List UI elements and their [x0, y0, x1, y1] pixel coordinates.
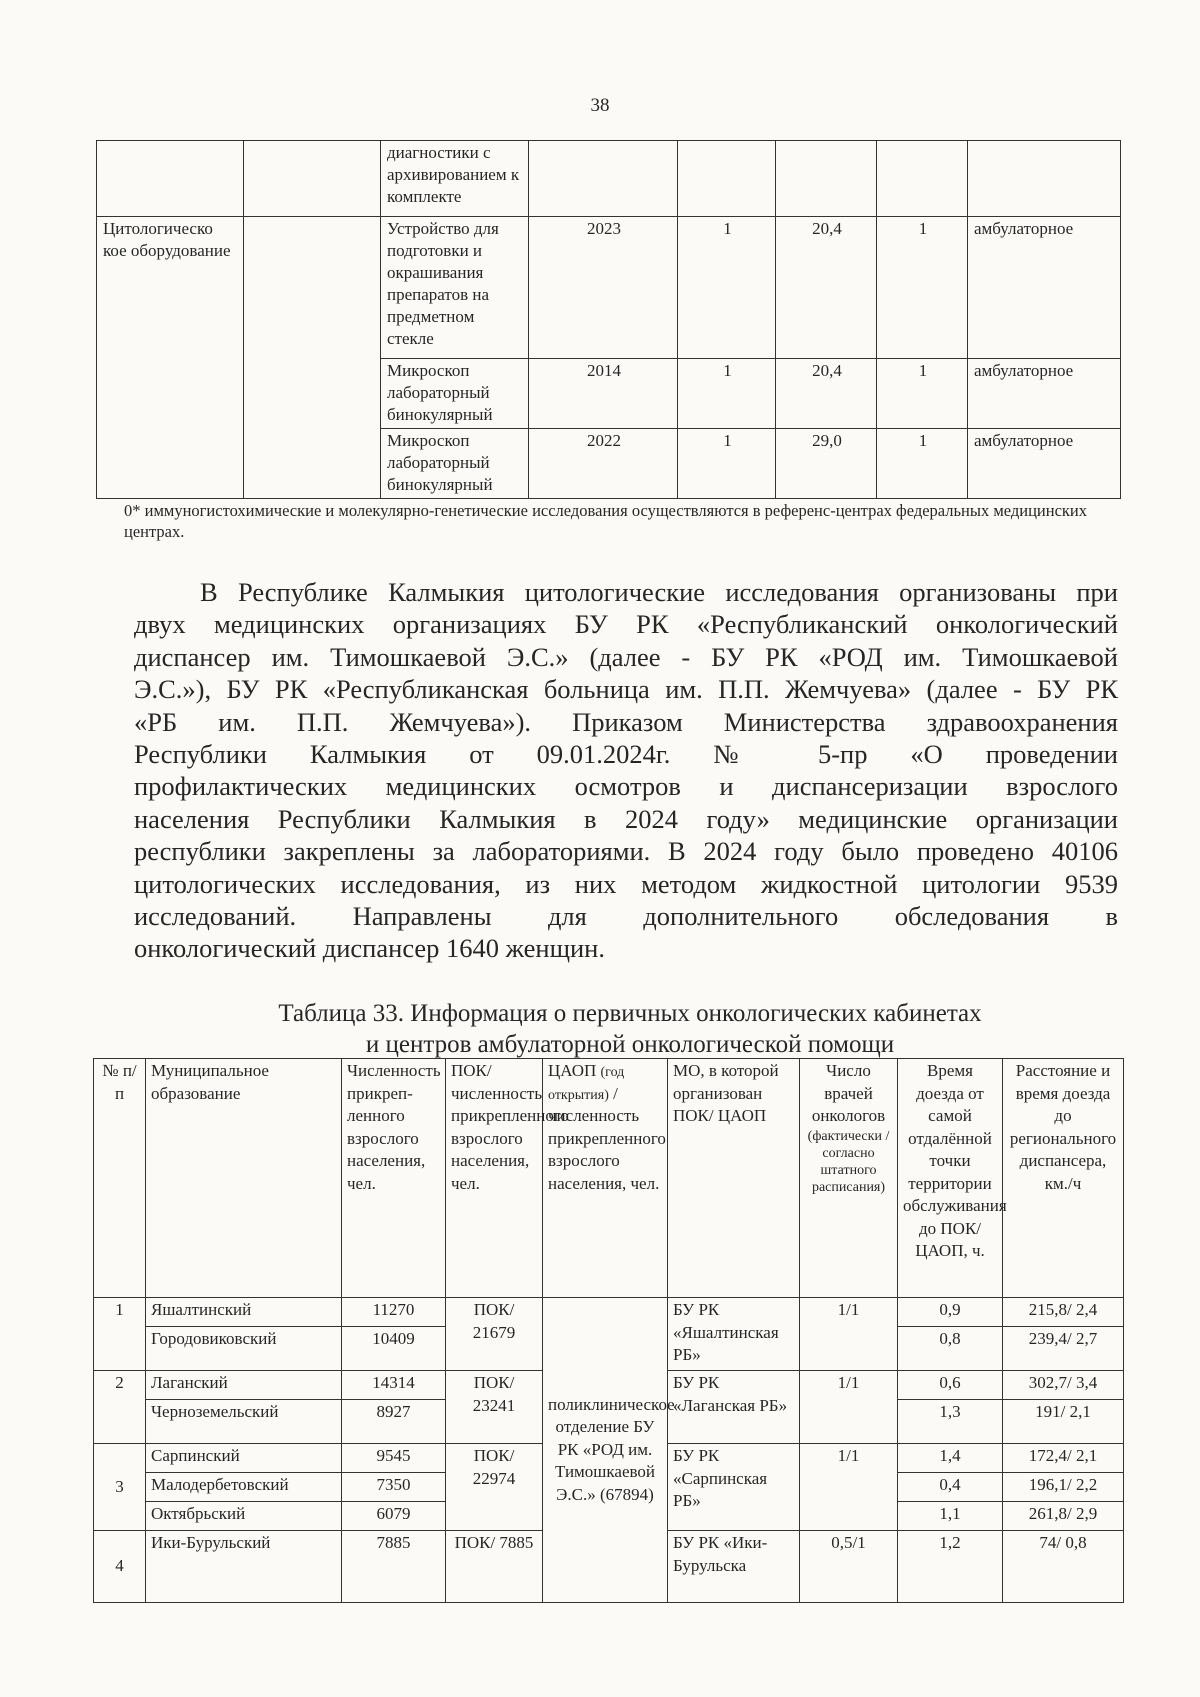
paragraph-line: В Республике Калмыкия цитологические исследования организованы при	[200, 577, 1118, 607]
table-row	[94, 1298, 1124, 1327]
paragraph-line: исследований. Направлены для дополнительного обследования в	[134, 901, 1118, 932]
equipment-cell: Микроскоп лабораторный бинокулярный	[381, 359, 529, 429]
mo-cell: БУ РК «Сарпинская РБ»	[668, 1444, 800, 1531]
municipality-cell: Октябрьский	[146, 1502, 342, 1531]
qty-cell: 1	[678, 217, 776, 359]
row-num: 4	[94, 1531, 146, 1603]
population-cell: 9545	[342, 1444, 446, 1473]
footnote: 0* иммуногистохимические и молекулярно-генетические исследования осуществляются в референс-центрах федеральных медицинских центрах.	[124, 501, 1088, 541]
population-cell: 14314	[342, 1371, 446, 1400]
header-pok: ПОК/ численность прикрепленного взрослого населения, чел.	[446, 1059, 543, 1298]
paragraph-line: диспансер им. Тимошкаевой Э.С.» (далее - БУ РК «РОД им. Тимошкаевой	[134, 641, 1118, 672]
distance-cell: 172,4/ 2,1	[1003, 1444, 1124, 1473]
in-use-cell: 1	[877, 429, 968, 499]
pok-cell: ПОК/ 21679	[446, 1298, 543, 1371]
population-cell: 10409	[342, 1327, 446, 1371]
municipality-cell: Яшалтинский	[146, 1298, 342, 1327]
time-cell: 0,8	[898, 1327, 1003, 1371]
distance-cell: 215,8/ 2,4	[1003, 1298, 1124, 1327]
paragraph-line: населения Республики Калмыкия в 2024 году» медицинские организации	[134, 803, 1118, 834]
row-num: 1	[94, 1298, 146, 1371]
mode-cell: амбулаторное	[968, 429, 1121, 499]
header-tsaop: ЦАОП (год открытия) / численность прикрепленного взрослого населения, чел.	[543, 1059, 668, 1298]
distance-cell: 239,4/ 2,7	[1003, 1327, 1124, 1371]
wear-cell: 20,4	[776, 217, 877, 359]
equipment-table	[96, 140, 1121, 499]
paragraph-line: цитологических исследования, из них методом жидкостной цитологии 9539	[134, 868, 1118, 899]
mode-cell: амбулаторное	[968, 359, 1121, 429]
population-cell: 8927	[342, 1400, 446, 1444]
equipment-cell: Микроскоп лабораторный бинокулярный	[381, 429, 529, 499]
pok-cell: ПОК/ 7885	[446, 1531, 543, 1603]
time-cell: 0,6	[898, 1371, 1003, 1400]
time-cell: 1,1	[898, 1502, 1003, 1531]
distance-cell: 191/ 2,1	[1003, 1400, 1124, 1444]
category-cell: Цитологическо кое оборудование	[97, 217, 244, 359]
row-num: 2	[94, 1371, 146, 1444]
time-cell: 0,4	[898, 1473, 1003, 1502]
municipality-cell: Черноземельский	[146, 1400, 342, 1444]
caption-line: Таблица 33. Информация о первичных онкологических кабинетах	[278, 1000, 982, 1027]
doctors-cell: 1/1	[800, 1444, 898, 1531]
caption-line: и центров амбулаторной онкологической помощи	[365, 1031, 895, 1058]
doctors-cell: 1/1	[800, 1371, 898, 1444]
paragraph-line: онкологический диспансер 1640 женщин.	[134, 933, 605, 964]
population-cell: 7350	[342, 1473, 446, 1502]
population-cell: 7885	[342, 1531, 446, 1603]
municipality-cell: Ики-Бурульский	[146, 1531, 342, 1603]
row-num: 3	[94, 1444, 146, 1531]
time-cell: 1,3	[898, 1400, 1003, 1444]
pok-cell: ПОК/ 22974	[446, 1444, 543, 1531]
table-row	[97, 429, 1121, 499]
distance-cell: 196,1/ 2,2	[1003, 1473, 1124, 1502]
table-row	[97, 359, 1121, 429]
mo-cell: БУ РК «Ики-Бурульска	[668, 1531, 800, 1603]
paragraph-line: профилактических медицинских осмотров и диспансеризации взрослого	[134, 771, 1118, 802]
pok-cell: ПОК/ 23241	[446, 1371, 543, 1444]
header-population: Численность прикреп-ленного взрослого населения, чел.	[342, 1059, 446, 1298]
doctors-cell: 1/1	[800, 1298, 898, 1371]
municipality-cell: Сарпинский	[146, 1444, 342, 1473]
population-cell: 11270	[342, 1298, 446, 1327]
header-distance: Расстояние и время доезда до регионального диспансера, км./ч	[1003, 1059, 1124, 1298]
paragraph-line: республики закреплены за лабораториями. В 2024 году было проведено 40106	[134, 836, 1118, 867]
mode-cell: амбулаторное	[968, 217, 1121, 359]
equipment-cell: Устройство для подготовки и окрашивания препаратов на предметном стекле	[381, 217, 529, 359]
municipality-cell: Городовиковский	[146, 1327, 342, 1371]
mo-cell: БУ РК «Яшалтинская РБ»	[668, 1298, 800, 1371]
tsaop-cell: поликлиническое отделение БУ РК «РОД им. Тимошкаевой Э.С.» (67894)	[543, 1298, 668, 1603]
page-number: 38	[590, 95, 610, 116]
time-cell: 1,2	[898, 1531, 1003, 1603]
time-cell: 0,9	[898, 1298, 1003, 1327]
year-cell: 2014	[529, 359, 678, 429]
table-header-row	[94, 1059, 1124, 1298]
paragraph-line: Республики Калмыкия от 09.01.2024г. № 5-пр «О проведении	[134, 739, 1118, 770]
municipality-cell: Малодербетовский	[146, 1473, 342, 1502]
category-cell	[97, 141, 244, 217]
wear-cell: 29,0	[776, 429, 877, 499]
wear-cell: 20,4	[776, 359, 877, 429]
header-time: Время доезда от самой отдалённой точки территории обслуживания до ПОК/ ЦАОП, ч.	[898, 1059, 1003, 1298]
header-num: № п/п	[94, 1059, 146, 1298]
table-row	[97, 141, 1121, 217]
year-cell: 2023	[529, 217, 678, 359]
doctors-cell: 0,5/1	[800, 1531, 898, 1603]
paragraph-line: двух медицинских организациях БУ РК «Республиканский онкологический	[134, 609, 1118, 640]
header-municipality: Муниципальное образование	[146, 1059, 342, 1298]
distance-cell: 74/ 0,8	[1003, 1531, 1124, 1603]
in-use-cell: 1	[877, 359, 968, 429]
distance-cell: 261,8/ 2,9	[1003, 1502, 1124, 1531]
distance-cell: 302,7/ 3,4	[1003, 1371, 1124, 1400]
qty-cell: 1	[678, 359, 776, 429]
header-mo: МО, в которой организован ПОК/ ЦАОП	[668, 1059, 800, 1298]
in-use-cell: 1	[877, 217, 968, 359]
body-paragraph	[134, 576, 1118, 965]
municipality-cell: Лаганский	[146, 1371, 342, 1400]
mo-cell: БУ РК «Лаганская РБ»	[668, 1371, 800, 1444]
paragraph-line: Э.С.»), БУ РК «Республиканская больница им. П.П. Жемчуева» (далее - БУ РК	[134, 674, 1118, 705]
table-row	[97, 217, 1121, 359]
year-cell: 2022	[529, 429, 678, 499]
population-cell: 6079	[342, 1502, 446, 1531]
time-cell: 1,4	[898, 1444, 1003, 1473]
paragraph-line: «РБ им. П.П. Жемчуева»). Приказом Министерства здравоохранения	[134, 706, 1118, 737]
qty-cell: 1	[678, 429, 776, 499]
equipment-cell: диагностики с архивированием к комплекте	[381, 141, 529, 217]
oncology-cabinets-table	[93, 1058, 1124, 1603]
header-doctors: Число врачей онкологов (фактически /согласно штатного расписания)	[800, 1059, 898, 1298]
table-caption	[140, 998, 1120, 1060]
